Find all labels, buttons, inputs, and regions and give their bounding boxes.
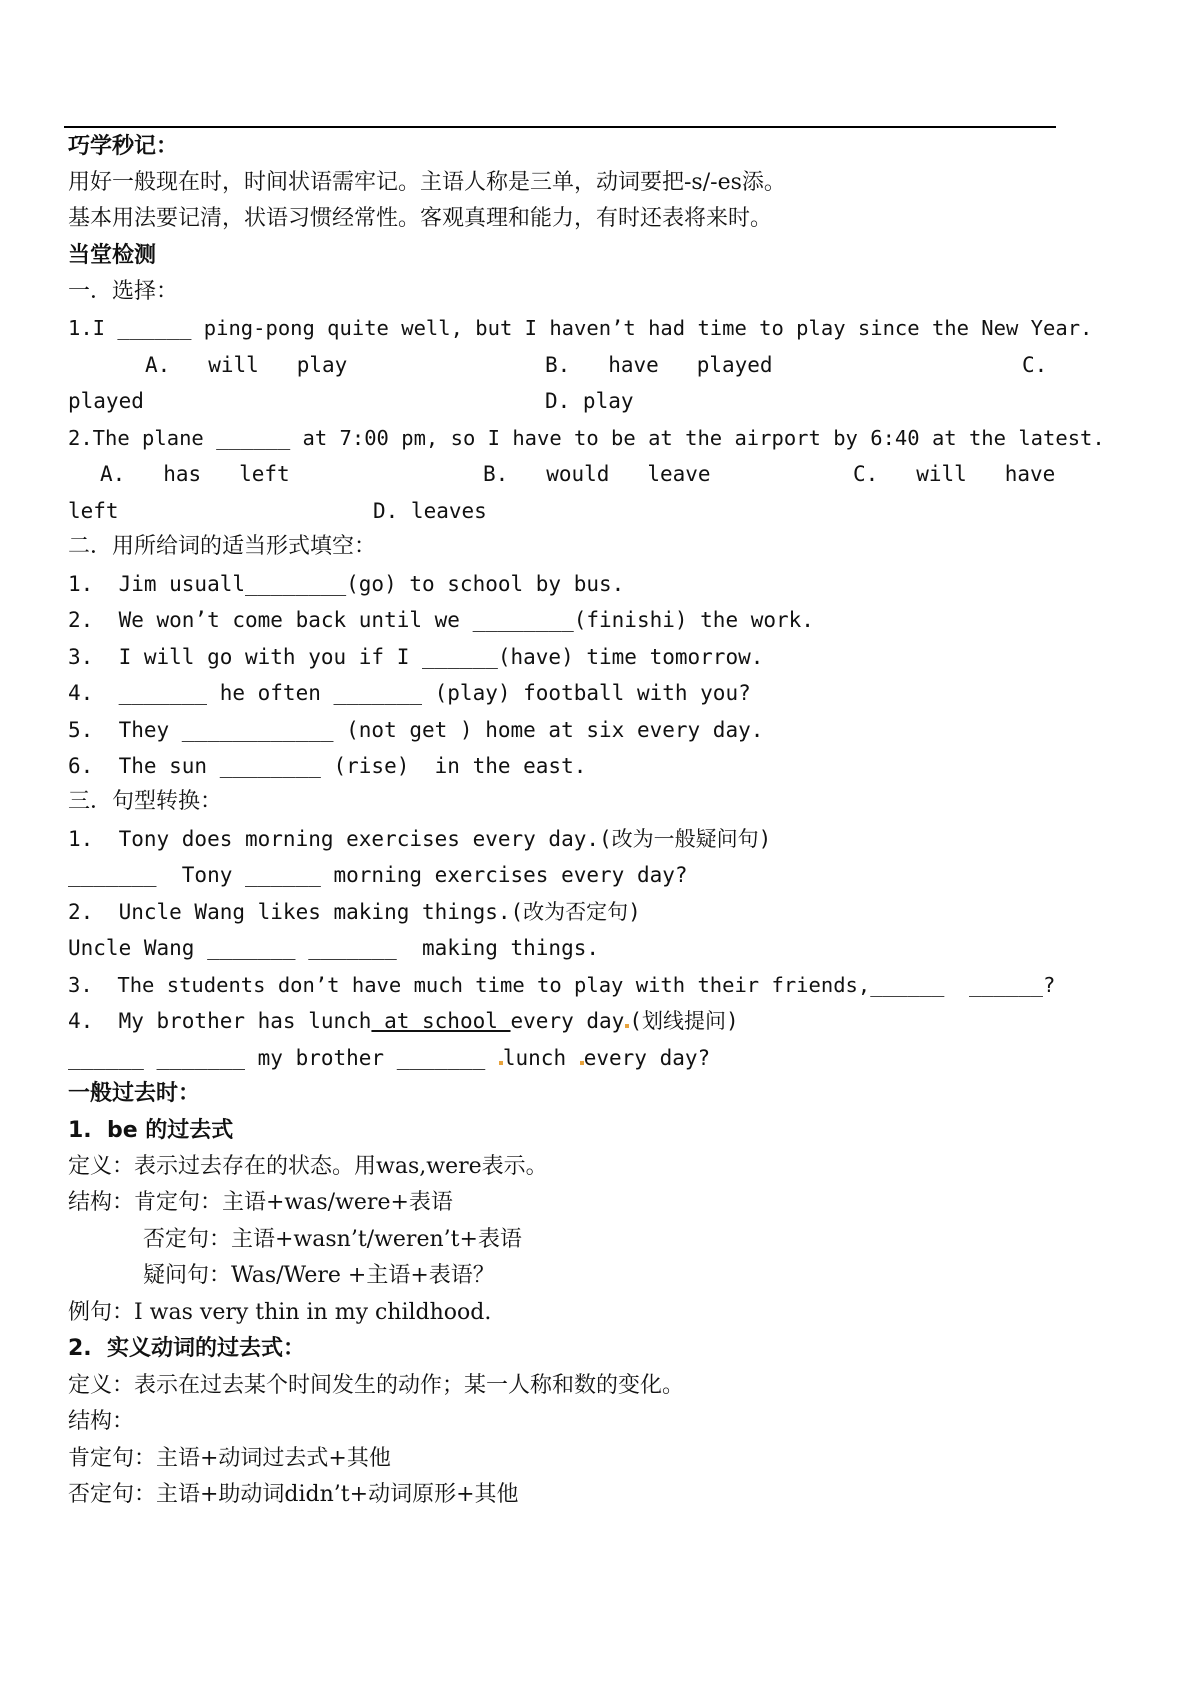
transform-q4-rest: every day — [510, 1009, 625, 1033]
transform-q1: 1. Tony does morning exercises every day.(改为一般疑问句) — [68, 827, 772, 851]
q2-option-c-text: left — [68, 499, 119, 523]
q1-stem: 1.I ______ ping-pong quite well, but I haven’t had time to play since the New Year. — [68, 316, 1093, 340]
past-verb-title: 2. 实义动词的过去式： — [68, 1336, 305, 1361]
transform-q3: 3. The students don’t have much time to play with their friends,______ ______? — [68, 973, 1056, 997]
memo-title: 巧学秒记： — [68, 134, 179, 159]
part3-heading: 三．句型转换： — [68, 789, 223, 814]
past-be-title: 1. be 的过去式 — [68, 1118, 234, 1143]
past-be-example: 例句：I was very thin in my childhood. — [68, 1300, 492, 1325]
transform-q4-underlined: at school — [371, 1009, 511, 1033]
part2-heading: 二．用所给词的适当形式填空： — [68, 534, 377, 559]
q1-option-c: C. — [1022, 353, 1048, 377]
header-rule — [64, 126, 1056, 128]
fill-item-3: 3. I will go with you if I ______(have) time tomorrow. — [68, 645, 764, 669]
transform-a2: Uncle Wang _______ _______ making things. — [68, 936, 600, 960]
q2-option-d: D. leaves — [373, 499, 487, 523]
q1-option-c-text: played — [68, 389, 144, 413]
q2-option-a: A. has left — [100, 462, 290, 486]
memo-line-1: 用好一般现在时，时间状语需牢记。主语人称是三单，动词要把-s/-es添。 — [68, 170, 786, 195]
fill-item-5: 5. They ____________ (not get ) home at six every day. — [68, 718, 764, 742]
q2-option-b: B. would leave — [483, 462, 711, 486]
past-verb-structure: 结构： — [68, 1409, 135, 1434]
transform-q4-instruction: (划线提问) — [629, 1009, 739, 1033]
part1-heading: 一．选择： — [68, 279, 179, 304]
past-be-structure-affirmative: 结构：肯定句：主语+was/were+表语 — [68, 1190, 453, 1215]
q1-option-b: B. have played — [545, 353, 773, 377]
transform-a4-blanks: ______ _______ my brother _______ — [68, 1046, 498, 1070]
memo-line-2: 基本用法要记清，状语习惯经常性。客观真理和能力，有时还表将来时。 — [68, 206, 773, 231]
fill-item-1: 1. Jim usuall________(go) to school by bus. — [68, 572, 625, 596]
transform-a4 — [68, 1043, 710, 1073]
fill-item-2: 2. We won’t come back until we ________(finishi) the work. — [68, 608, 814, 632]
transform-a4-end: every day? — [583, 1046, 711, 1070]
transform-q4-text: 4. My brother has lunch — [68, 1009, 372, 1033]
fill-item-4: 4. _______ he often _______ (play) football with you? — [68, 681, 751, 705]
past-verb-definition: 定义：表示在过去某个时间发生的动作；某一人称和数的变化。 — [68, 1373, 685, 1398]
q2-option-c: C. will have — [853, 462, 1056, 486]
past-verb-negative: 否定句：主语+助动词didn’t+动词原形+其他 — [68, 1482, 519, 1507]
q1-option-a: A. will play — [145, 353, 348, 377]
past-verb-affirmative: 肯定句：主语+动词过去式+其他 — [68, 1446, 391, 1471]
section-check-title: 当堂检测 — [68, 243, 157, 268]
q1-option-d: D. play — [545, 389, 634, 413]
q2-stem: 2.The plane ______ at 7:00 pm, so I have to be at the airport by 6:40 at the latest. — [68, 426, 1105, 450]
past-tense-title: 一般过去时： — [68, 1081, 201, 1106]
past-be-definition: 定义：表示过去存在的状态。用was,were表示。 — [68, 1154, 548, 1179]
transform-q4 — [68, 1006, 739, 1036]
transform-a4-lunch: lunch — [502, 1046, 579, 1070]
past-be-structure-question: 疑问句：Was/Were +主语+表语？ — [143, 1263, 495, 1288]
fill-item-6: 6. The sun ________ (rise) in the east. — [68, 754, 587, 778]
transform-q2: 2. Uncle Wang likes making things.(改为否定句) — [68, 900, 641, 924]
past-be-structure-negative: 否定句：主语+wasn’t/weren’t+表语 — [143, 1227, 522, 1252]
transform-a1: _______ Tony ______ morning exercises every day? — [68, 863, 688, 887]
